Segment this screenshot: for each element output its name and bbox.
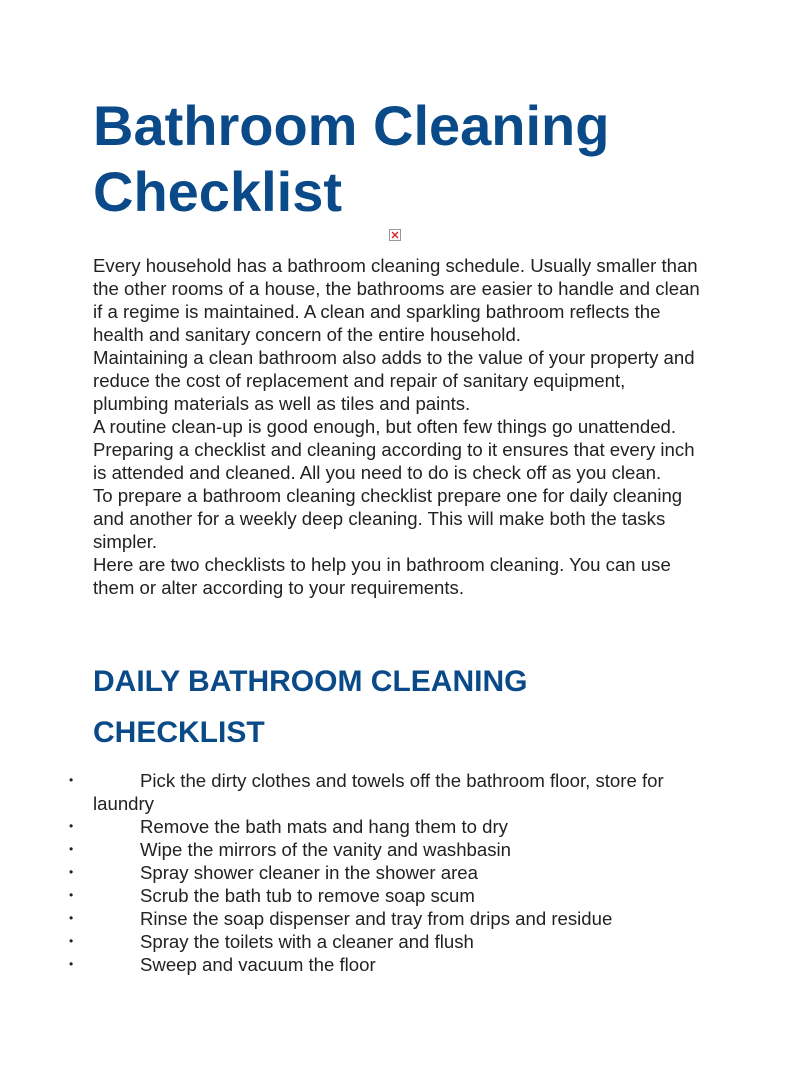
list-item-text: Rinse the soap dispenser and tray from drips and residue [140, 908, 613, 929]
bullet-icon: • [69, 819, 74, 833]
bullet-icon: • [69, 911, 74, 925]
intro-paragraph: Maintaining a clean bathroom also adds to the value of your property and reduce the cost of replacement and repair of sanitary equipment, plumbing materials as well as tiles and paints. [93, 347, 695, 414]
intro-paragraph: Every household has a bathroom cleaning schedule. Usually smaller than the other rooms of a house, the bathrooms are easier to handle and clean if a regime is maintained. A clean and sparkling bathroom reflects the health and sanitary concern of the entire household. [93, 255, 700, 345]
list-item [0, 907, 790, 930]
list-item-text: Wipe the mirrors of the vanity and washbasin [140, 839, 512, 860]
bullet-icon: • [69, 842, 74, 856]
bullet-icon: • [69, 865, 74, 879]
intro-paragraph: A routine clean-up is good enough, but often few things go unattended. Preparing a checklist and cleaning according to it ensures that every inch is attended and cleaned. All you need to do is check off as you clean. [93, 416, 695, 483]
list-item [0, 815, 790, 838]
intro-paragraph: Here are two checklists to help you in bathroom cleaning. You can use them or alter according to your requirements. [93, 554, 671, 598]
list-item [0, 930, 790, 953]
page-title: Bathroom Cleaning Checklist [93, 94, 610, 223]
list-item-text: Spray shower cleaner in the shower area [140, 862, 478, 883]
broken-image-icon [389, 229, 401, 241]
daily-checklist-heading: DAILY BATHROOM CLEANING CHECKLIST [93, 665, 528, 749]
bullet-icon: • [69, 888, 74, 902]
bullet-icon: • [69, 957, 74, 971]
list-item [0, 884, 790, 907]
intro-text [93, 254, 703, 599]
daily-checklist [0, 769, 790, 976]
list-item-text: Sweep and vacuum the floor [140, 954, 376, 975]
intro-paragraph: To prepare a bathroom cleaning checklist prepare one for daily cleaning and another for a weekly deep cleaning. This will make both the tasks simpler. [93, 485, 683, 552]
list-item [0, 953, 790, 976]
bullet-icon: • [69, 773, 74, 787]
bullet-icon: • [69, 934, 74, 948]
list-item [0, 838, 790, 861]
list-item-text: Spray the toilets with a cleaner and flush [140, 931, 474, 952]
list-item-text: Scrub the bath tub to remove soap scum [140, 885, 475, 906]
close-icon [391, 231, 399, 239]
list-item-text: Remove the bath mats and hang them to dry [140, 816, 508, 837]
list-item-text: Pick the dirty clothes and towels off the bathroom floor, store for laundry [93, 770, 664, 814]
list-item [0, 861, 790, 884]
list-item [0, 769, 790, 815]
